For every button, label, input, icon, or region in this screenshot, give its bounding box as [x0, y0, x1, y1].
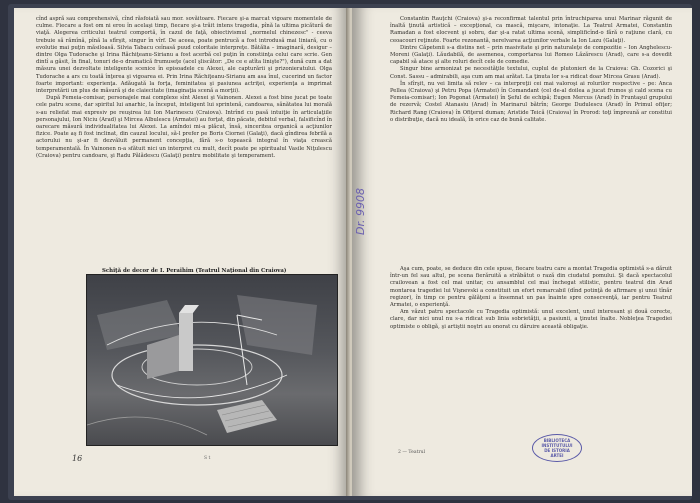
right-paragraph-1: Constantin Rauţchi (Craiova) şi-a reconfirmat talentul prin întruchiparea unui Marinar răgunit de înaltă ţinută artistică – excepţional, ca mască, mişcare, intonaţie. La Teatrul Armatei, Constantin Ramadan a fost elocvent şi sobru, dar şi-a ratat ultima scenă, simplificînd-o fără o raţiune clară, cu ceoacouri reţinute. Foarte rezonantă, nerelvarea acţiunilor verbale la Ion Lazu (Galaţi).	[390, 16, 672, 44]
left-page	[14, 8, 350, 496]
right-paragraph-4: În sfîrşit, nu vei limita să relev – ca interpreţii cei mai valoroşi ai rolurilor respective – pe: Anca Pellea (Craiova) şi Petru Popa (Armatei) în Comandant (cel de-al doilea a jucat frumos şi cald scena cu Femeia-comisar); Ion Pogonat (Armatei) în Şeful de echipă; Eugen Mercus (Arad) în Fruntaşul grupului de rezervă; Costel Atanasiu (Arad) în Marinarul bătrîn; George Dudulescu (Arad) în Primul ofiţer; Richard Rang (Craiova) în Ofiţerul duman; Aristide Teică (Craiova) în Prorod: toţi împreună ar constitui o distribuţie, dacă nu ideală, în orice caz de bună calitate.	[390, 80, 672, 123]
stamp-line-2: INSTITUTULUI	[541, 443, 573, 448]
right-text-column-top	[390, 16, 672, 124]
left-signature-mark: S t	[204, 456, 211, 461]
right-page-folio: 2 — Teatrul	[398, 450, 426, 455]
right-paragraph-5: Aşa cum, poate, se deduce din cele spuse, fiecare teatru care a montat Tragedia optimistă s-a dăruit într-un fel sau altul, pe scena fierăruită a străbătut o rază din ciudatul pomului. Şi dacă spectacolul crailovean a fost cel mai unitar, cu ansamblul cel mai închegat stilistic, pentru teatrul din Arad montarea tragediei lui Vişnevski a constituit un efort remarcabil (dînd potinţă de afirmare şi unui tînăr regizor), în timp ce pentru gălăţeni a însemnat un pas înainte spre consecvenţă, iar pentru Teatrul Armatei, o experienţă.	[390, 266, 672, 309]
handwritten-ink-number: Dr. 9908	[354, 188, 367, 235]
stamp-line-3: DE ISTORIA	[544, 448, 570, 453]
stamp-line-1: BIBLIOTECA	[543, 438, 571, 443]
right-page	[352, 8, 692, 496]
figure-caption: Schiţă de decor de I. Peraihim (Teatrul Naţional din Craiova)	[102, 268, 287, 274]
stage-sketch-drawing	[87, 275, 337, 445]
left-paragraph-1: cînd aspră sau comprehensivă, cînd răsfoiată sau mor. sovăitoare. Fiecare şi-a marcat vigoare momentele de culme. Fiecare a fost om ni erou în acelaşi timp, fiecare şi-a trăit intens tragedia, pînă la ultima picătură de viaţă. Alegerea criticului teatrul comportă, în cazul de faţă, obiectivismul „normelul chinezesc" - ceeva trebuie să rămînă, pînă la sfîrşit, singur în vîrf. De aceea, poate pentrucă a fost introdusă mai liniară, cu o evolutie mai puţin măsiloasă. Silvia Tabacu ceînasă puud coloritaie interpreţe. Bătălia – imaginară, desigur – dintre Olga Tudorache şi Irina Răchiţeanu-Sirianu a fost acerbă cel puţin în constiinţa celui care scrie. Gen dintî a găsit, în final, tonuri de-o dramatică frumuseţe (acel şliscător: „De ce e atîta linişte?"), dună cum a dat măsura unei dezvoltate inteligente scenice în episoadele cu Alexei, ale capturării şi prizonieratului. Olga Tudorache a ars cu toată înţerea şi vigoarea ei. Prin Irina Răchiţeanu-Sirianu am asa înul, cucerind un factor foarte important: experienţa. Adăugată la forţa, feminitatea şi pasiunea actriţei, experienţa a imprimat interpretării un plus de măsură şi de claiecitate (imaginaţia scenă a morţii).	[36, 16, 332, 95]
left-page-number: 16	[72, 454, 83, 463]
right-paragraph-6: Am văzut patru spectacole cu Tragedia optimistă: unul excelent, unul interesant şi două corecte, clare, dar nici unul nu s-a ridicat sub linia sobrietăţii, a pasiunii, a ţinutei înalte. Nobleţea Tragediei optimiste o obligă, şi artiştii noştri au onorat cu dăruire această obligaţie.	[390, 309, 672, 330]
stage-sketch-photo	[86, 274, 338, 446]
left-text-column	[36, 16, 332, 160]
stamp-line-4: ARTEI	[550, 453, 564, 458]
library-stamp	[532, 434, 582, 462]
right-paragraph-3: Singur bine armonizat pe necesităţile textului, cuplul de plutonieri de la Craiova: Gh. Cozorici şi Const. Sassu – admirabili, aşa cum am mai arătat. La ţinuta lor s-a ridicat doar Mircea Grasu (Arad).	[390, 66, 672, 80]
left-paragraph-2: După Femeia-comisar, personajele mai complexe sînt Alexei şi Vainonen. Alexei a fost bine jucat pe toate cele patru scene, dar spiritul lui anarhic, la început, inteligent lui sprintenă, candoarea, sănătatea lui morală s-au reliefat mai expresiv pe reuşirea lui Ion Marinescu (Craiova). Intrînd cu pasă intuiţie în articulaţiile personajului, Ion Niciu (Arad) şi Mircea Albulescu (Armatei) au forţat, din păcate, debitul verbal, falsificînd în oarecare măsură individualitatea lui Alexei. La amîndoi mi-a plăcut, însă, sinceritea organică a acţiunilor fizice. Poate aş fi fost inclinat, din cauzul locului, să-l prefer pe Boris Ciornei (Galaţi), dacă gîndirea febrilă a actorului nu şi-ar fi dezvăluit permanent concepţia, fără s-o topească integral în viaţa crească temperamentală. În Vainonen n-a sfătuit nici un interpret cu mult, decît poate pe spiritualul Vasile Niţulescu (Craiova) pentru candoare, şi Radu Pălădescu (Galaţi) pentru mobilitate şi temperament.	[36, 95, 332, 159]
right-paragraph-2: Dintre Căpetenii s-a distins net – prin masivitate şi prin naturaleţe de compozitie – Ion Anghelescu-Moreni (Galaţi). Lăudabilă, de asemenea, comportarea lui Romeo Lăzărescu (Arad), care s-a dovedit capabil să atace şi alte roluri decît cele de comedie.	[390, 44, 672, 66]
right-text-column-bottom	[390, 266, 672, 331]
